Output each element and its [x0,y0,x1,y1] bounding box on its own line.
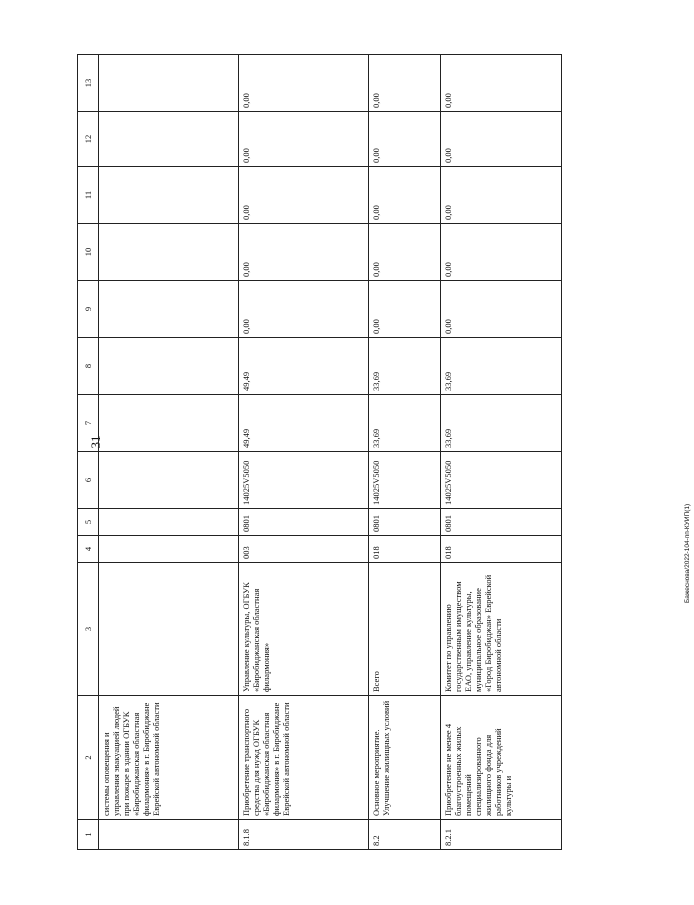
table-cell: 49,49 [239,395,369,452]
table-cell [99,281,239,338]
table-cell [99,452,239,509]
table-cell [99,167,239,224]
header-cell: 1 [78,820,99,850]
table-cell: 0,00 [441,224,562,281]
table-cell: 8.2 [369,820,441,850]
table-cell: 0,00 [441,55,562,112]
table-cell: 0,00 [239,224,369,281]
table-cell: 33,69 [441,338,562,395]
table-cell [99,112,239,167]
table-cell: 0,00 [441,112,562,167]
table-cell: 0,00 [369,167,441,224]
header-cell: 2 [78,696,99,820]
table-cell: 33,69 [441,395,562,452]
table-cell: 0,00 [441,167,562,224]
table-cell [99,509,239,536]
table-row [369,55,441,850]
header-cell: 12 [78,112,99,167]
header-cell: 10 [78,224,99,281]
table-cell: Всего [369,563,441,696]
table-cell: 0,00 [369,55,441,112]
table-cell: 14025V5050 [369,452,441,509]
table-cell: 8.1.8 [239,820,369,850]
table-cell: Приобретение транспортного средства для нужд ОГБУК «Биробиджанская областная филармония» в г. Биробиджане Еврейской автономной области [239,696,369,820]
table-cell: 14025V5050 [441,452,562,509]
table-cell [99,224,239,281]
table-cell: системы оповещения и управления эвакуацией людей при пожаре в здании ОГБУК «Биробиджанская областная филармония» в г. Биробиджане Еврейской автономной области [99,696,239,820]
header-cell: 3 [78,563,99,696]
table-cell: 0801 [239,509,369,536]
table-cell: 33,69 [369,338,441,395]
budget-table-container [77,55,666,850]
table-cell [99,536,239,563]
table-row [239,55,369,850]
table-cell [99,55,239,112]
header-cell: 8 [78,338,99,395]
table-cell [99,395,239,452]
table-cell: 018 [369,536,441,563]
table-cell: 14025V5050 [239,452,369,509]
table-cell: 0,00 [369,224,441,281]
table-cell: 0,00 [369,281,441,338]
header-row [78,55,99,850]
table-cell: 018 [441,536,562,563]
table-cell [99,338,239,395]
document-signature: Бажеснова/2022-104-пп-КУИП(1) [684,503,691,603]
table-cell: 33,69 [369,395,441,452]
table-cell: Комитет по управлению государственным имуществом ЕАО, управление культуры, муниципальное образование «Город Биробиджан» Еврейской автономной области [441,563,562,696]
header-cell: 9 [78,281,99,338]
table-cell: Управление культуры, ОГБУК «Биробиджанская областная филармония» [239,563,369,696]
table-cell: 0801 [369,509,441,536]
table-cell: 0,00 [369,112,441,167]
table-cell: 0801 [441,509,562,536]
table-cell: 0,00 [441,281,562,338]
table-cell [99,820,239,850]
header-cell: 4 [78,536,99,563]
table-row [441,55,562,850]
table-cell: 003 [239,536,369,563]
table-cell: 0,00 [239,55,369,112]
page-number: 31 [88,435,103,449]
table-cell: 8.2.1 [441,820,562,850]
budget-table [77,54,562,850]
header-cell: 7 [78,395,99,452]
table-cell: 0,00 [239,112,369,167]
table-cell: 0,00 [239,167,369,224]
table-cell: Приобретение не менее 4 благоустроенных жилых помещений специализированного жилищного фонда для работников учреждений культуры и [441,696,562,820]
header-cell: 11 [78,167,99,224]
header-cell: 6 [78,452,99,509]
table-cell: 49,49 [239,338,369,395]
table-cell: Основное мероприятие. Улучшение жилищных условий [369,696,441,820]
table-cell [99,563,239,696]
header-cell: 13 [78,55,99,112]
table-cell: 0,00 [239,281,369,338]
header-cell: 5 [78,509,99,536]
table-row [99,55,239,850]
